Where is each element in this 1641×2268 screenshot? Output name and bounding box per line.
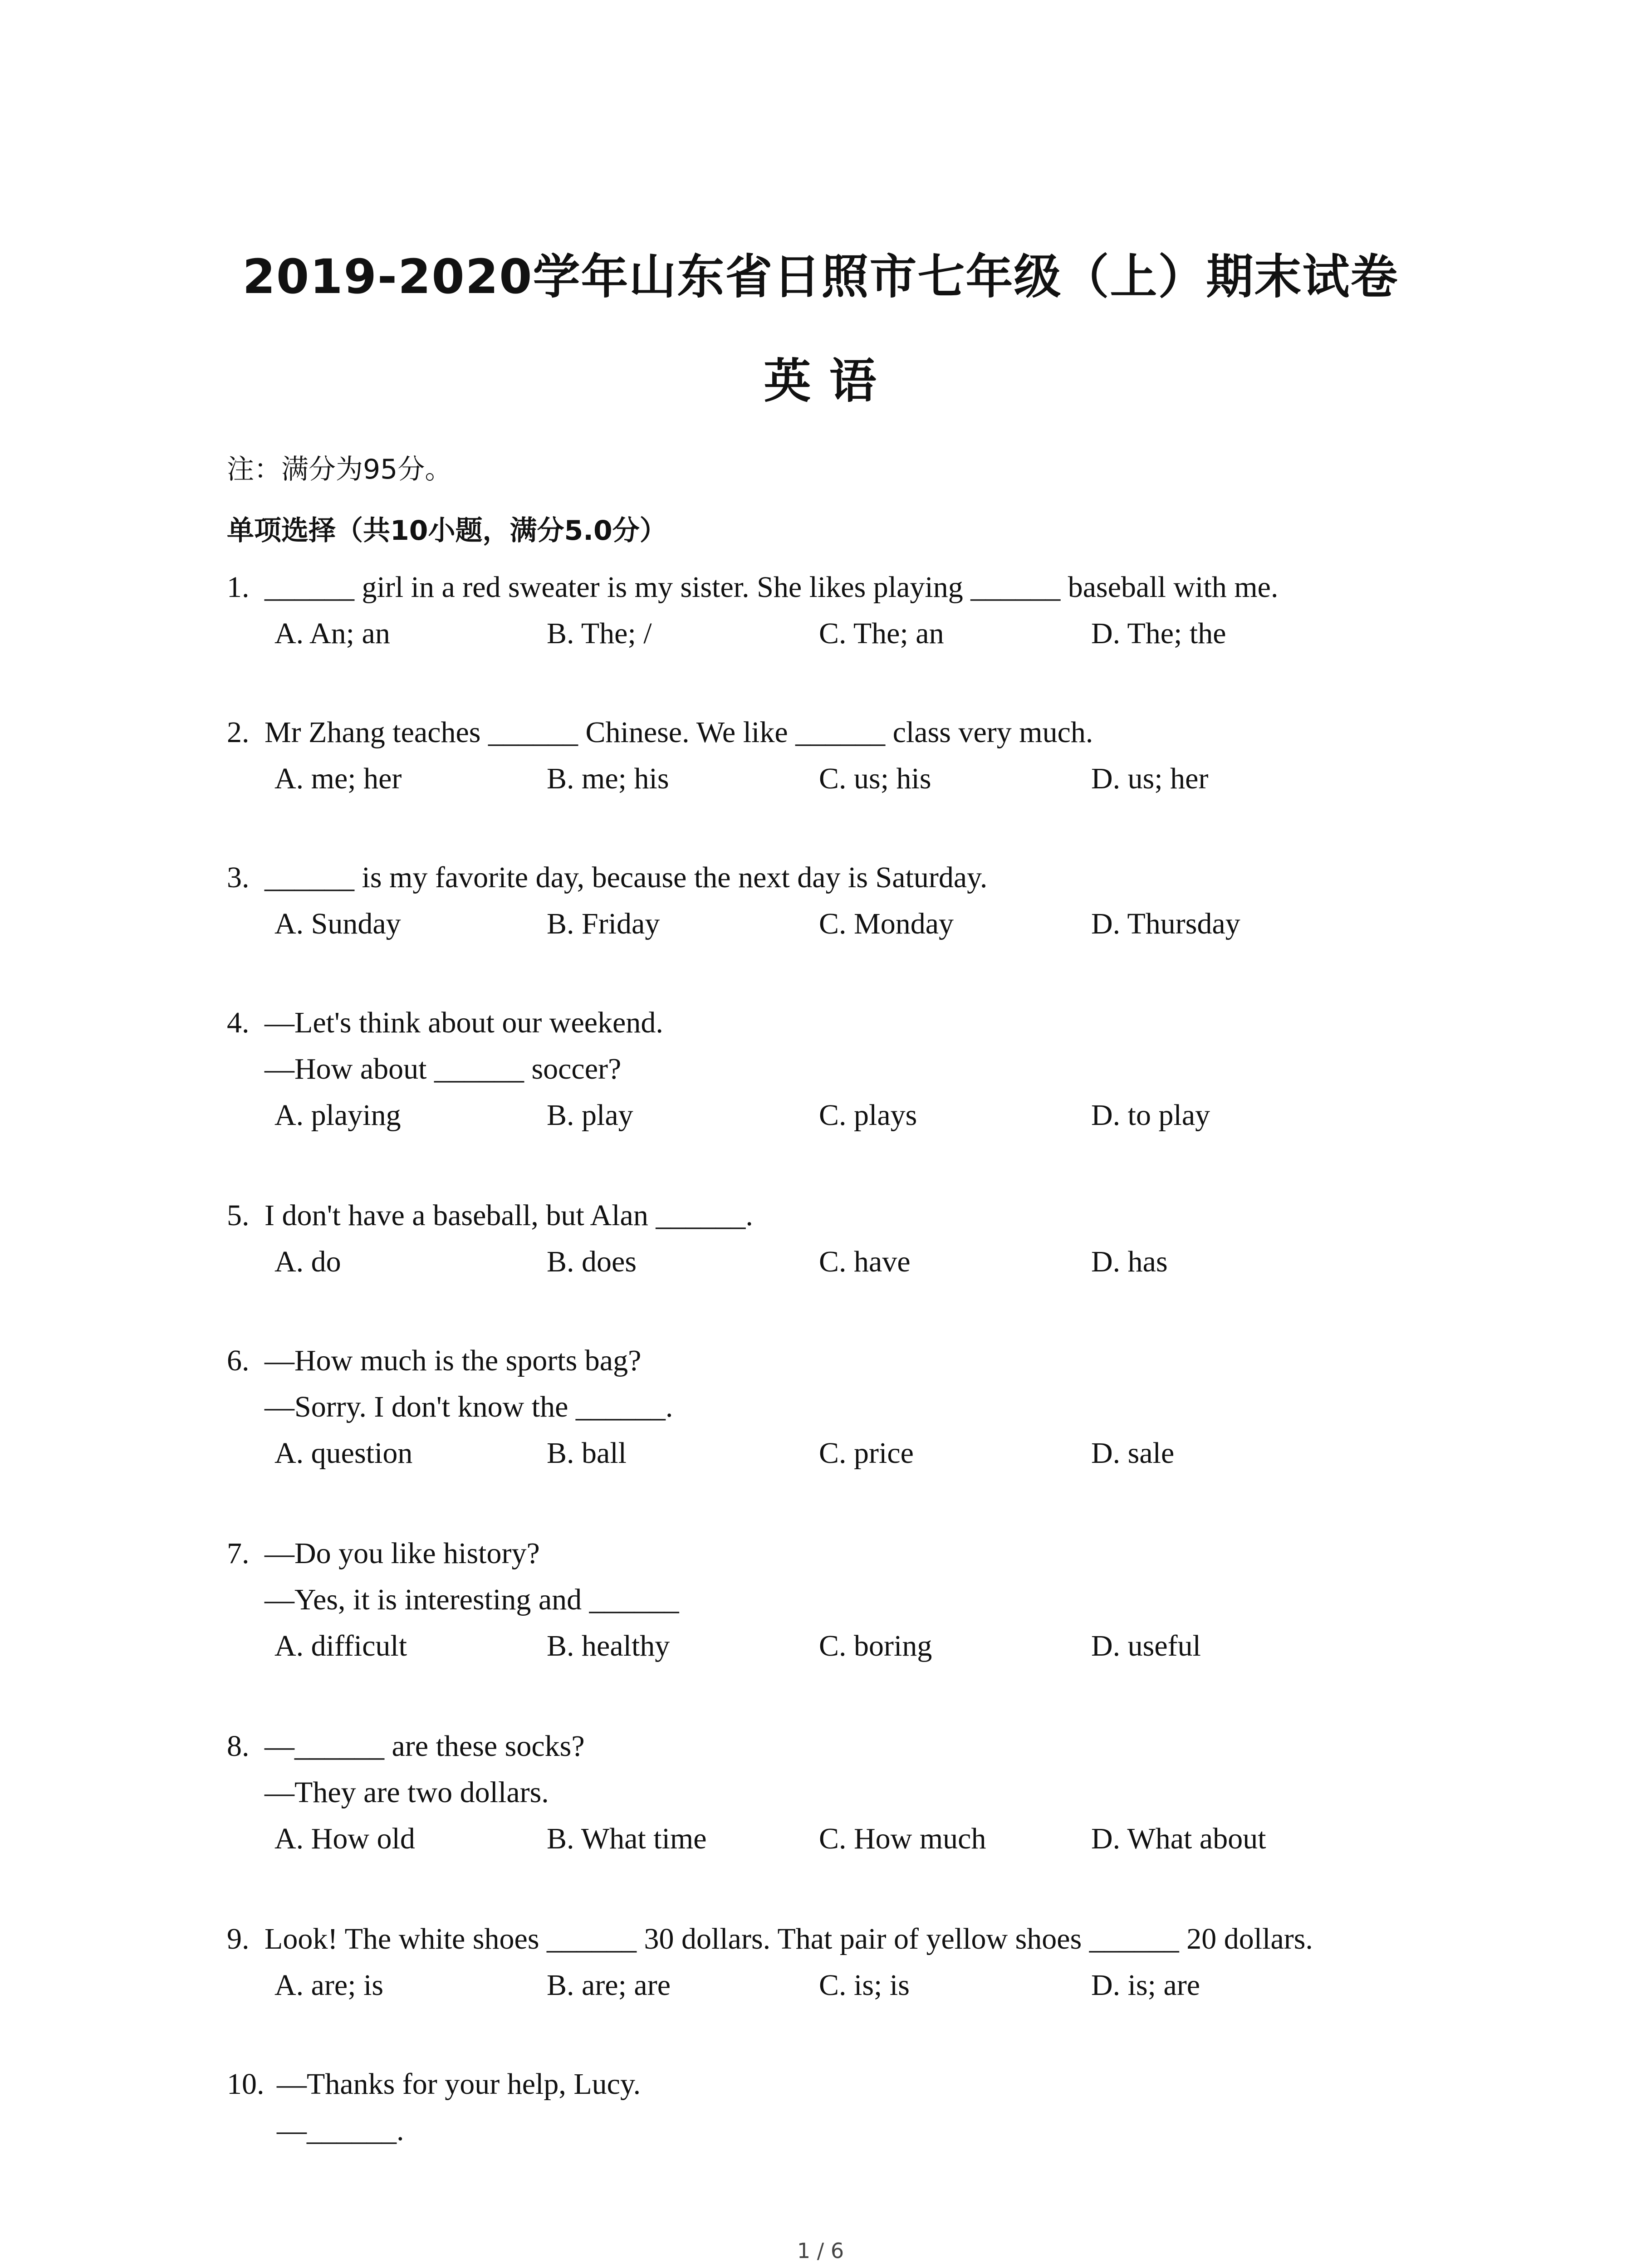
answer-option-b: B. Friday: [547, 907, 660, 940]
question-number: 4.: [227, 1006, 250, 1039]
document-title: 2019-2020学年山东省日照市七年级（上）期末试卷: [242, 249, 1399, 304]
question-number: 2.: [227, 716, 250, 749]
answer-option-a: A. difficult: [274, 1629, 407, 1662]
question-number: 3.: [227, 861, 250, 894]
answer-option-d: D. useful: [1091, 1629, 1201, 1662]
answer-option-c: C. boring: [819, 1629, 932, 1662]
answer-option-b: B. play: [547, 1099, 633, 1132]
page-number: 1 / 6: [797, 2239, 844, 2263]
answer-option-d: D. has: [1091, 1245, 1168, 1278]
question-stem-line: —Do you like history?: [265, 1537, 540, 1570]
question-number: 5.: [227, 1199, 250, 1232]
answer-option-d: D. to play: [1091, 1099, 1210, 1132]
score-note: 注：满分为95分。: [227, 454, 452, 485]
question-number: 7.: [227, 1537, 250, 1570]
question-stem-line: ______ girl in a red sweater is my sister. She likes playing ______ baseball with me.: [265, 571, 1279, 604]
answer-option-d: D. The; the: [1091, 617, 1226, 650]
answer-option-d: D. What about: [1091, 1822, 1266, 1855]
answer-option-b: B. What time: [547, 1822, 707, 1855]
answer-option-c: C. have: [819, 1245, 911, 1278]
question-stem-line: —How about ______ soccer?: [265, 1052, 622, 1085]
answer-option-b: B. The; /: [547, 617, 652, 650]
answer-option-d: D. us; her: [1091, 762, 1209, 795]
answer-option-c: C. Monday: [819, 907, 954, 940]
answer-option-a: A. Sunday: [274, 907, 401, 940]
question-number: 8.: [227, 1730, 250, 1763]
answer-option-c: C. plays: [819, 1099, 917, 1132]
answer-option-d: D. Thursday: [1091, 907, 1240, 940]
answer-option-d: D. sale: [1091, 1437, 1175, 1470]
answer-option-c: C. price: [819, 1437, 914, 1470]
section-heading: 单项选择（共10小题，满分5.0分）: [227, 515, 667, 547]
question-stem-line: ______ is my favorite day, because the next day is Saturday.: [265, 861, 988, 894]
question-number: 9.: [227, 1922, 250, 1955]
question-stem-line: —Thanks for your help, Lucy.: [277, 2068, 641, 2101]
answer-option-c: C. is; is: [819, 1969, 910, 2002]
question-stem-line: —Sorry. I don't know the ______.: [265, 1390, 673, 1423]
question-stem-line: —Let's think about our weekend.: [265, 1006, 663, 1039]
answer-option-a: A. question: [274, 1437, 413, 1470]
question-number: 10.: [227, 2068, 265, 2101]
question-stem-line: I don't have a baseball, but Alan ______.: [265, 1199, 753, 1232]
answer-option-b: B. are; are: [547, 1969, 671, 2002]
question-stem-line: Look! The white shoes ______ 30 dollars. That pair of yellow shoes ______ 20 dollars.: [265, 1922, 1313, 1955]
question-stem-line: —______ are these socks?: [265, 1730, 585, 1763]
question-stem-line: —They are two dollars.: [265, 1776, 549, 1809]
answer-option-c: C. us; his: [819, 762, 931, 795]
document-subject: 英 语: [764, 353, 877, 409]
question-number: 1.: [227, 571, 250, 604]
answer-option-a: A. How old: [274, 1822, 415, 1855]
answer-option-a: A. playing: [274, 1099, 401, 1132]
answer-option-b: B. me; his: [547, 762, 669, 795]
answer-option-b: B. ball: [547, 1437, 627, 1470]
answer-option-a: A. An; an: [274, 617, 390, 650]
answer-option-d: D. is; are: [1091, 1969, 1200, 2002]
answer-option-c: C. The; an: [819, 617, 944, 650]
question-stem-line: —Yes, it is interesting and ______: [265, 1583, 679, 1616]
question-stem-line: Mr Zhang teaches ______ Chinese. We like ______ class very much.: [265, 716, 1093, 749]
answer-option-a: A. do: [274, 1245, 341, 1278]
answer-option-a: A. are; is: [274, 1969, 384, 2002]
question-number: 6.: [227, 1344, 250, 1377]
answer-option-b: B. healthy: [547, 1629, 670, 1662]
answer-option-c: C. How much: [819, 1822, 986, 1855]
question-stem-line: —How much is the sports bag?: [265, 1344, 642, 1377]
answer-option-a: A. me; her: [274, 762, 402, 795]
answer-option-b: B. does: [547, 1245, 637, 1278]
question-stem-line: —______.: [277, 2114, 404, 2147]
